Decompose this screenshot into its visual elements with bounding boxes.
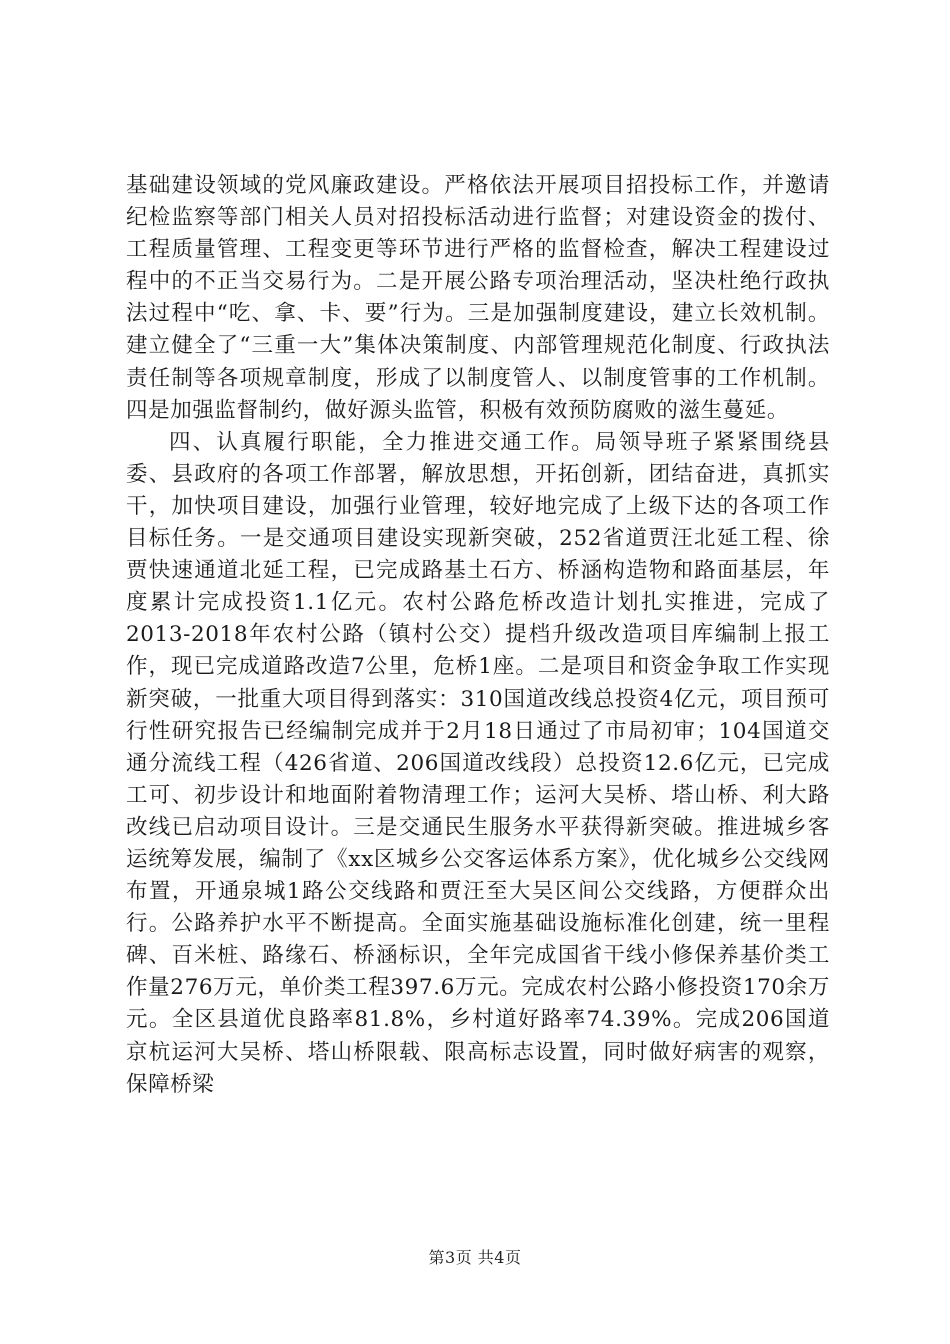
paragraph-party-conduct: 基础建设领域的党风廉政建设。严格依法开展项目招投标工作，并邀请纪检监察等部门相关人员对招投标活动进行监督；对建设资金的拨付、工程质量管理、工程变更等环节进行严格的监督检查，解决工程建设过程中的不正当交易行为。二是开展公路专项治理活动，坚决杜绝行政执法过程中“吃、拿、卡、要”行为。三是加强制度建设，建立长效机制。建立健全了“三重一大”集体决策制度、内部管理规范化制度、行政执法责任制等各项规章制度，形成了以制度管人、以制度管事的工作机制。四是加强监督制约，做好源头监管，积极有效预防腐败的滋生蔓延。 [126,173,830,423]
page-number-footer: 第3页 共4页 [428,1248,522,1267]
document-body [126,170,830,1101]
paragraph-transport-work: 四、认真履行职能，全力推进交通工作。局领导班子紧紧围绕县委、县政府的各项工作部署，解放思想，开拓创新，团结奋进，真抓实干，加快项目建设，加强行业管理，较好地完成了上级下达的各项工作目标任务。一是交通项目建设实现新突破，252省道贾汪北延工程、徐贾快速通道北延工程，已完成路基土石方、桥涵构造物和路面基层，年度累计完成投资1.1亿元。农村公路危桥改造计划扎实推进，完成了2013-2018年农村公路（镇村公交）提档升级改造项目库编制上报工作，现已完成道路改造7公里，危桥1座。二是项目和资金争取工作实现新突破，一批重大项目得到落实：310国道改线总投资4亿元，项目预可行性研究报告已经编制完成并于2月18日通过了市局初审；104国道交通分流线工程（426省道、206国道改线段）总投资12.6亿元，已完成工可、初步设计和地面附着物清理工作；运河大吴桥、塔山桥、利大路改线已启动项目设计。三是交通民生服务水平获得新突破。推进城乡客运统筹发展，编制了《xx区城乡公交客运体系方案》，优化城乡公交线网布置，开通泉城1路公交线路和贾汪至大吴区间公交线路，方便群众出行。公路养护水平不断提高。全面实施基础设施标准化创建，统一里程碑、百米桩、路缘石、桥涵标识，全年完成国省干线小修保养基价类工作量276万元，单价类工程397.6万元。完成农村公路小修投资170余万元。全区县道优良路率81.8%，乡村道好路率74.39%。完成206国道京杭运河大吴桥、塔山桥限载、限高标志设置，同时做好病害的观察，保障桥梁 [126,429,830,1097]
